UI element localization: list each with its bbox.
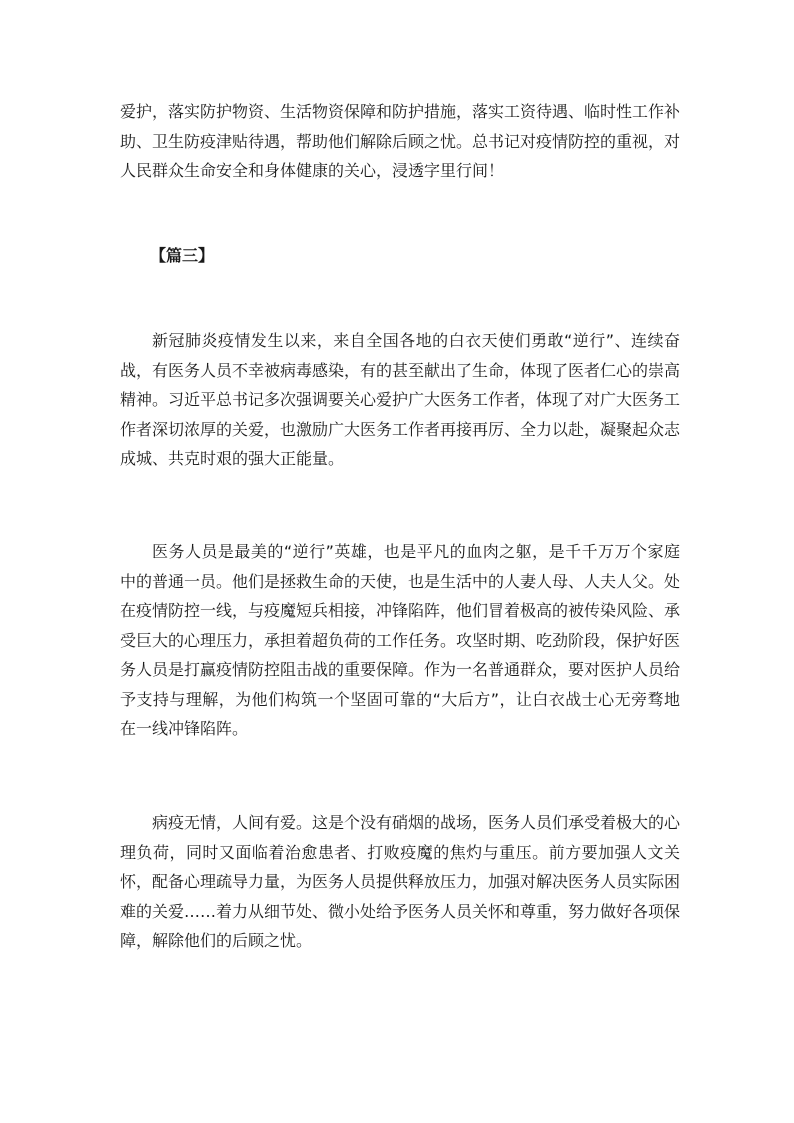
paragraph-1: 新冠肺炎疫情发生以来，来自全国各地的白衣天使们勇敢“逆行”、连续奋战，有医务人员不幸被病毒感染，有的甚至献出了生命，体现了医者仁心的崇高精神。习近平总书记多次强调要关心爱护广大医务工作者，体现了对广大医务工作者深切浓厚的关爱，也激励广大医务工作者再接再厉、全力以赴，凝聚起众志成城、共克时艰的强大正能量。 xyxy=(120,331,681,468)
paragraph-2: 医务人员是最美的“逆行”英雄，也是平凡的血肉之躯，是千千万万个家庭中的普通一员。他们是拯救生命的天使，也是生活中的人妻人母、人夫人父。处在疫情防控一线，与疫魔短兵相接，冲锋陷阵，他们冒着极高的被传染风险、承受巨大的心理压力，承担着超负荷的工作任务。攻坚时期、吃劲阶段，保护好医务人员是打赢疫情防控阻击战的重要保障。作为一名普通群众，要对医护人员给予支持与理解，为他们构筑一个坚固可靠的“大后方”，让白衣战士心无旁骛地在一线冲锋陷阵。 xyxy=(120,542,681,738)
section-heading: 【篇三】 xyxy=(150,246,215,265)
paragraph-3: 病疫无情，人间有爱。这是个没有硝烟的战场，医务人员们承受着极大的心理负荷，同时又面临着治愈患者、打败疫魔的焦灼与重压。前方要加强人文关怀，配备心理疏导力量，为医务人员提供释放压力，加强对解决医务人员实际困难的关爱……着力从细节处、微小处给予医务人员关怀和尊重，努力做好各项保障，解除他们的后顾之忧。 xyxy=(120,813,681,950)
paragraph-continued: 爱护，落实防护物资、生活物资保障和防护措施，落实工资待遇、临时性工作补助、卫生防疫津贴待遇，帮助他们解除后顾之忧。总书记对疫情防控的重视，对人民群众生命安全和身体健康的关心，浸透字里行间！ xyxy=(120,102,681,180)
